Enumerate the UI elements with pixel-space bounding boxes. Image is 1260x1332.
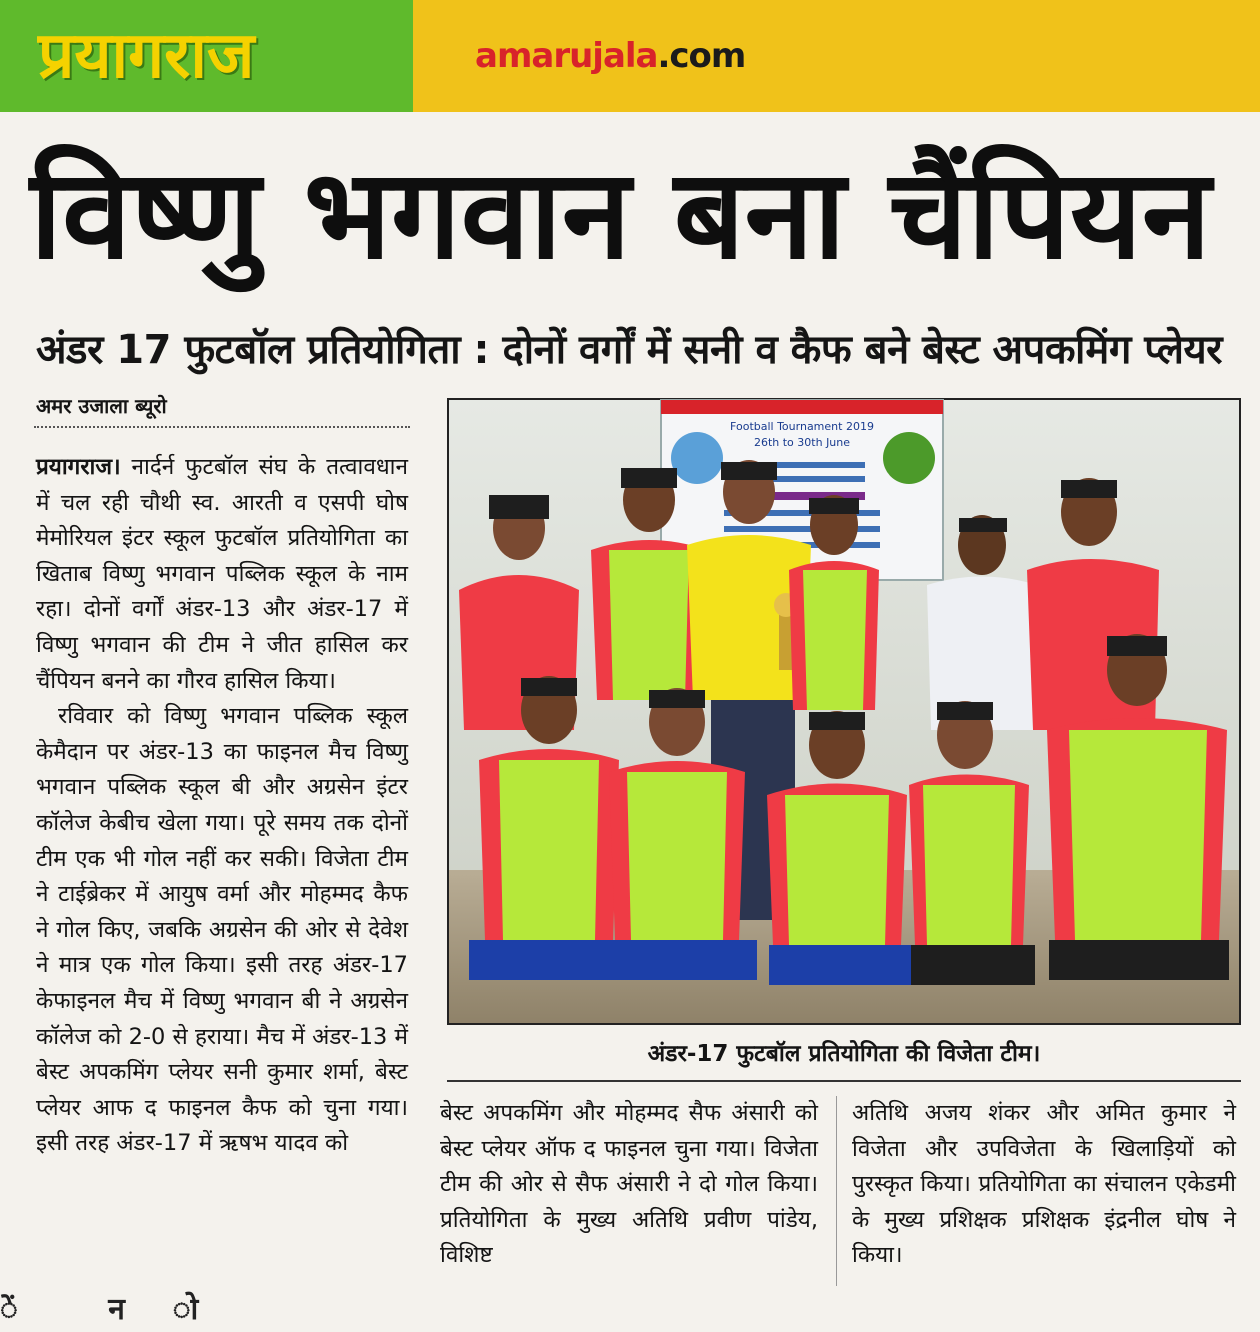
banner-city-block — [0, 0, 413, 112]
column-3-text: अतिथि अजय शंकर और अमित कुमार ने विजेता और उपविजेता के खिलाड़ियों को पुरस्कृत किया। प्रतियोगिता का संचालन एकेडमी के मुख्य प्रशिक्षक प्रशिक्षक इंद्रनील घोष ने किया। — [852, 1100, 1236, 1269]
paragraph-1 — [36, 450, 408, 699]
photo-caption: अंडर-17 फुटबॉल प्रतियोगिता की विजेता टीम। — [647, 1041, 1041, 1067]
article-column-1 — [36, 450, 408, 1162]
banner-line-2: 26th to 30th June — [753, 436, 851, 449]
team-photo — [447, 398, 1241, 1025]
byline: अमर उजाला ब्यूरो — [36, 394, 167, 418]
article-column-3 — [852, 1096, 1236, 1274]
paragraph-2: रविवार को विष्णु भगवान पब्लिक स्कूल केमैदान पर अंडर-13 का फाइनल मैच विष्णु भगवान पब्लिक स्कूल बी और अग्रसेन इंटर कॉलेज केबीच खेला गया। पूरे समय तक दोनों टीम एक भी गोल नहीं कर सकी। विजेता टीम ने टाईब्रेकर में आयुष वर्मा और मोहम्मद कैफ ने गोल किए, जबकि अग्रसेन की ओर से देवेश ने मात्र एक गोल किया। इसी तरह अंडर-17 केफाइनल मैच में विष्णु भगवान बी ने अग्रसेन कॉलेज को 2-0 से हराया। मैच में अंडर-13 में बेस्ट अपकमिंग प्लेयर सनी कुमार शर्मा, बेस्ट प्लेयर आफ द फाइनल कैफ को चुना गया। इसी तरह अंडर-17 में ऋषभ यादव को — [36, 703, 408, 1157]
city-name: प्रयागराज — [38, 19, 255, 93]
paragraph-1-text: नार्दर्न फुटबॉल संघ के तत्वावधान में चल रही चौथी स्व. आरती व एसपी घोष मेमोरियल इंटर स्कूल फुटबॉल प्रतियोगिता का खिताब विष्णु भगवान पब्लिक स्कूल के नाम रहा। दोनों वर्गों अंडर-13 और अंडर-17 में विष्णु भगवान की टीम ने जीत हासिल कर चैंपियन बनने का गौरव हासिल किया। — [36, 454, 408, 694]
column-separator — [836, 1096, 837, 1286]
column-2-text: बेस्ट अपकमिंग और मोहम्मद सैफ अंसारी को बेस्ट प्लेयर ऑफ द फाइनल चुना गया। विजेता टीम की ओर से सैफ अंसारी ने दो गोल किया। प्रतियोगिता के मुख्य अतिथि प्रवीण पांडेय, विशिष्ट — [440, 1100, 818, 1269]
article-column-2 — [440, 1096, 818, 1274]
subheadline: अंडर 17 फुटबॉल प्रतियोगिता : दोनों वर्गों में सनी व कैफ बने बेस्ट अपकमिंग प्लेयर — [36, 327, 1223, 373]
site-tld: .com — [657, 36, 746, 76]
site-brand: amarujala — [475, 36, 658, 76]
headline: विष्णु भगवान बना चैंपियन — [30, 143, 1211, 287]
section-banner — [0, 0, 1260, 112]
byline-divider — [34, 426, 410, 428]
banner-line-1: Football Tournament 2019 — [730, 420, 874, 433]
team-photo-illustration — [449, 400, 1239, 1023]
site-logo — [475, 36, 745, 76]
caption-divider — [447, 1080, 1241, 1082]
dateline: प्रयागराज। — [36, 454, 121, 480]
next-article-fragment: ें न ो — [0, 1292, 239, 1327]
banner-site-block — [413, 0, 1260, 112]
